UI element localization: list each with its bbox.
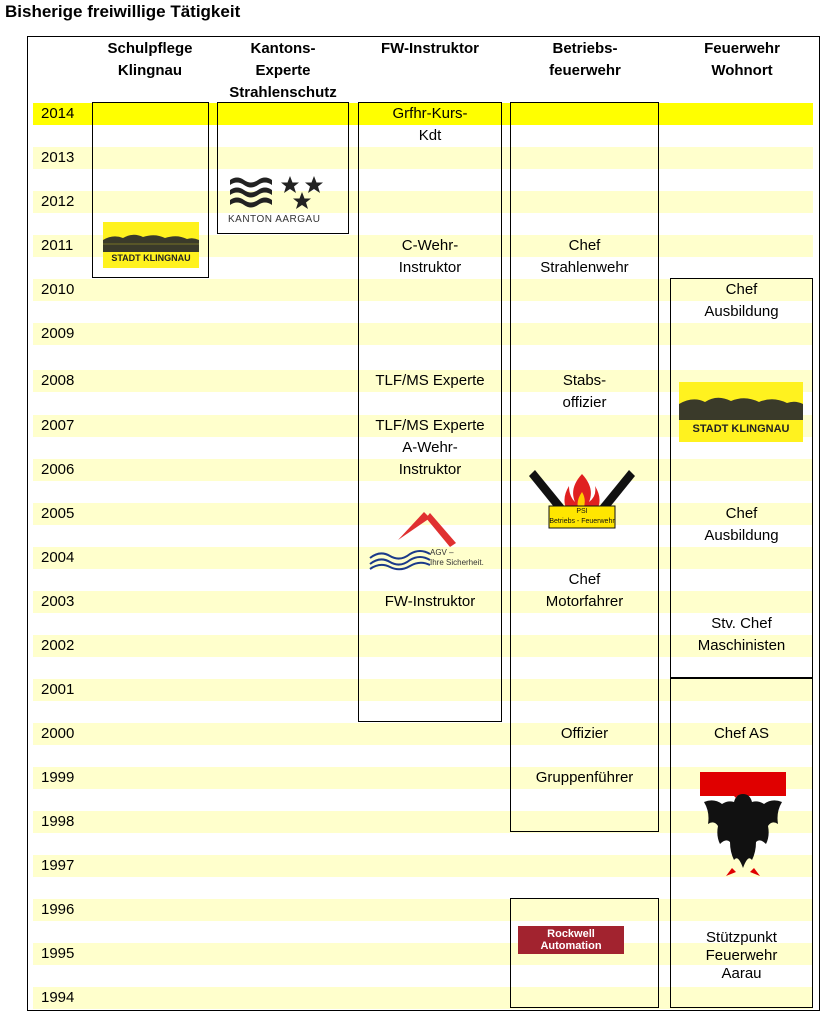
- entry-line: offizier: [562, 394, 607, 411]
- year-label: 2006: [41, 461, 75, 478]
- year-label: 2012: [41, 193, 75, 210]
- header-line: Betriebs-: [552, 40, 618, 57]
- header-betriebs: [510, 38, 660, 82]
- fw-instruktor-2014: [358, 103, 502, 147]
- aargau-logo-text: KANTON AARGAU: [228, 214, 321, 225]
- feuerwehr-2005: [670, 503, 813, 547]
- header-line: feuerwehr: [549, 62, 621, 79]
- header-fw-instruktor: [358, 38, 502, 60]
- year-label: 1995: [41, 945, 75, 962]
- aarau-eagle-icon: [700, 772, 786, 880]
- header-line: FW-Instruktor: [380, 40, 480, 57]
- agv-line: Ihre Sicherheit.: [430, 558, 484, 567]
- psi-logo: [527, 462, 637, 534]
- entry-line: Strahlenwehr: [540, 259, 629, 276]
- header-feuerwehr: [670, 38, 814, 82]
- aargau-waves-stars-icon: [228, 172, 324, 214]
- year-label: 2014: [41, 105, 75, 122]
- year-label: 2013: [41, 149, 75, 166]
- agv-logo: [368, 510, 486, 572]
- entry-line: Chef: [568, 571, 601, 588]
- box-fw-instruktor: [358, 102, 502, 722]
- year-label: 1997: [41, 857, 75, 874]
- entry-line: Chef: [568, 237, 601, 254]
- year-label: 1999: [41, 769, 75, 786]
- year-label: 2005: [41, 505, 75, 522]
- year-label: 2009: [41, 325, 75, 342]
- entry-line: Stützpunkt: [706, 929, 777, 946]
- year-label: 1996: [41, 901, 75, 918]
- klingnau-logo-2: [679, 382, 803, 442]
- entry-line: Aarau: [721, 965, 762, 982]
- entry-line: Grfhr-Kurs-: [392, 105, 468, 122]
- entry-line: TLF/MS Experte: [375, 417, 485, 434]
- entry-line: Instruktor: [398, 461, 462, 478]
- year-label: 2008: [41, 372, 75, 389]
- year-label: 2000: [41, 725, 75, 742]
- header-line: Feuerwehr: [704, 40, 780, 57]
- entry-line: Kdt: [418, 127, 442, 144]
- year-label: 2002: [41, 637, 75, 654]
- psi-logo-text: [549, 507, 615, 527]
- klingnau-logo-text: STADT KLINGNAU: [692, 423, 790, 435]
- fw-instruktor-2003: FW-Instruktor: [384, 593, 476, 610]
- agv-logo-text: [430, 548, 484, 568]
- rockwell-logo-text: [518, 928, 624, 952]
- entry-line: A-Wehr-: [402, 439, 458, 456]
- entry-line: Instruktor: [398, 259, 462, 276]
- betriebs-2000: Offizier: [560, 725, 609, 742]
- fw-instruktor-2007: [358, 415, 502, 481]
- klingnau-logo-text: STADT KLINGNAU: [111, 253, 191, 263]
- header-line: Strahlenschutz: [229, 84, 337, 101]
- header-line: Wohnort: [711, 62, 773, 79]
- aarau-eagle-logo: [700, 772, 786, 880]
- header-schulpflege: [95, 38, 205, 82]
- feuerwehr-2000: Chef AS: [713, 725, 770, 742]
- year-label: 1998: [41, 813, 75, 830]
- fw-instruktor-2008: TLF/MS Experte: [375, 372, 485, 389]
- header-line: Klingnau: [117, 62, 183, 79]
- year-label: 2010: [41, 281, 75, 298]
- feuerwehr-1995: [670, 929, 813, 983]
- year-label: 2004: [41, 549, 75, 566]
- entry-line: C-Wehr-: [401, 237, 459, 254]
- feuerwehr-2010: [670, 279, 813, 323]
- betriebs-2008: [510, 370, 659, 414]
- agv-line: AGV –: [430, 548, 454, 557]
- psi-line: PSI: [576, 508, 588, 515]
- entry-line: Chef: [725, 505, 758, 522]
- psi-line: Betriebs - Feuerwehr: [549, 518, 615, 525]
- aargau-logo: [228, 172, 324, 228]
- rockwell-logo: [518, 926, 624, 954]
- year-label: 2011: [41, 237, 74, 254]
- entry-line: Motorfahrer: [545, 593, 624, 610]
- page-title: Bisherige freiwillige Tätigkeit: [5, 2, 241, 21]
- year-label: 2003: [41, 593, 75, 610]
- header-line: Schulpflege: [107, 40, 193, 57]
- betriebs-2011: [510, 235, 659, 279]
- betriebs-2004: [510, 569, 659, 613]
- header-line: Kantons-: [250, 40, 316, 57]
- fw-instruktor-2011: [358, 235, 502, 279]
- entry-line: Feuerwehr: [705, 947, 778, 964]
- year-label: 2001: [41, 681, 75, 698]
- klingnau-logo: [103, 222, 199, 268]
- year-label: 2007: [41, 417, 75, 434]
- header-kantons: [218, 38, 348, 104]
- entry-line: Ausbildung: [704, 303, 779, 320]
- entry-line: Stabs-: [562, 372, 607, 389]
- feuerwehr-2003: [670, 613, 813, 657]
- rockwell-line: Automation: [540, 940, 602, 952]
- header-line: Experte: [255, 62, 311, 79]
- entry-line: Stv. Chef: [711, 615, 772, 632]
- entry-line: Chef: [725, 281, 758, 298]
- betriebs-1999: Gruppenführer: [535, 769, 634, 786]
- entry-line: Ausbildung: [704, 527, 779, 544]
- entry-line: Maschinisten: [697, 637, 786, 654]
- rockwell-line: Rockwell: [547, 928, 595, 940]
- year-label: 1994: [41, 989, 75, 1006]
